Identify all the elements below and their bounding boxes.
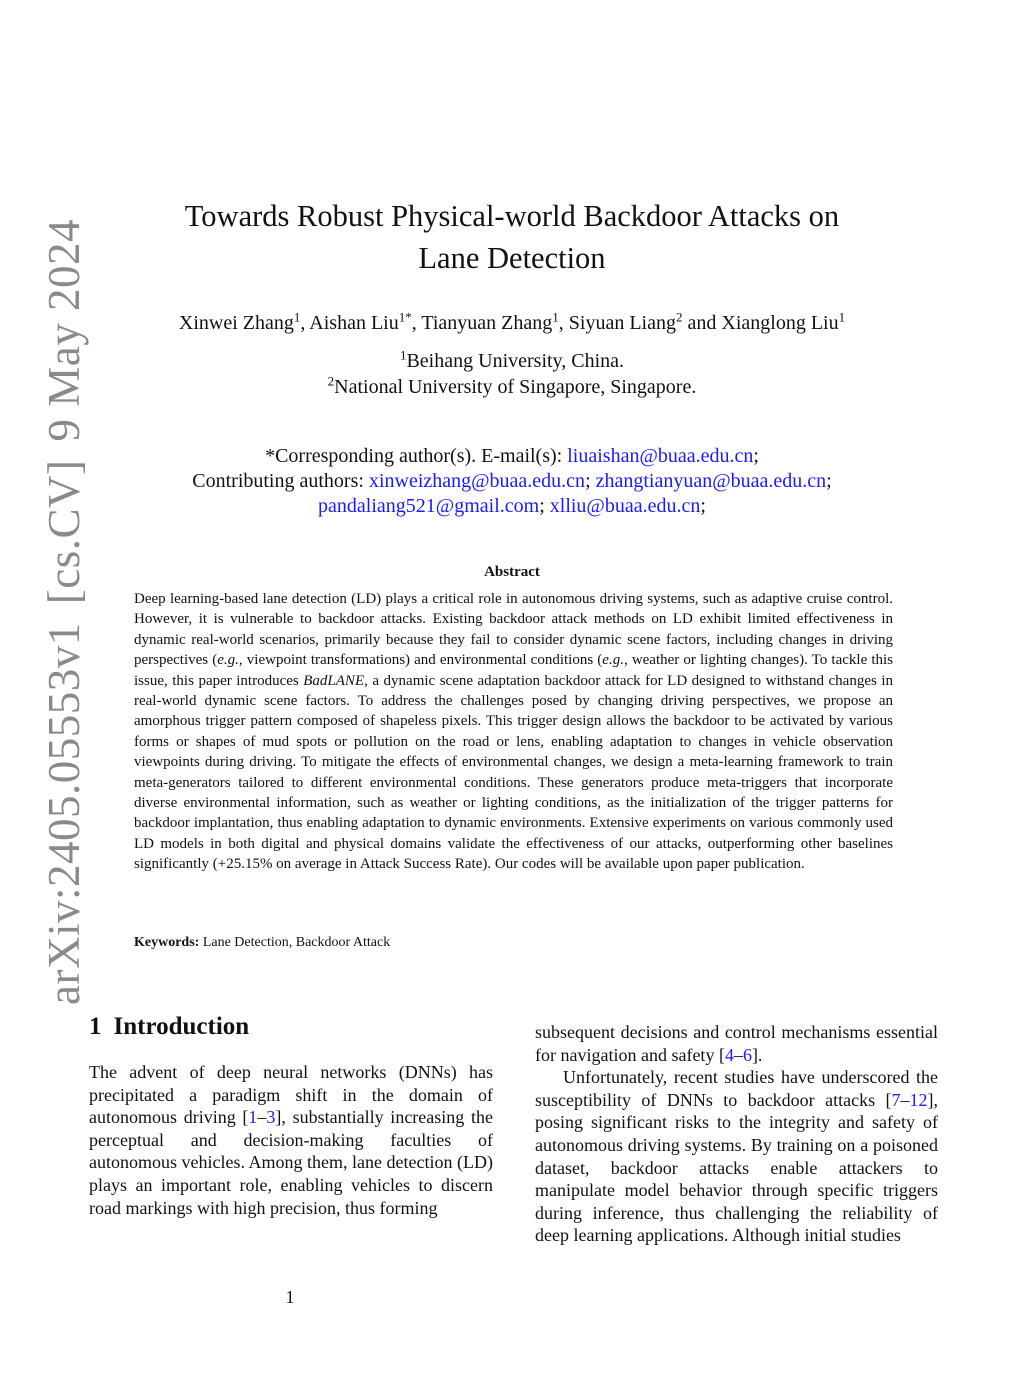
email-link[interactable]: zhangtianyuan@buaa.edu.cn — [595, 470, 827, 492]
affiliation-mark: 1 — [399, 347, 407, 363]
page-number: 1 — [285, 1287, 295, 1307]
body-text: Unfortunately, recent studies have underscored the susceptibility of DNNs to backdoor attacks [ — [535, 1067, 938, 1110]
citation-link[interactable]: 6 — [742, 1044, 752, 1065]
section-title: Introduction — [113, 1013, 250, 1040]
affiliation-line — [100, 348, 924, 374]
email-link-corresponding[interactable]: liuaishan@buaa.edu.cn — [567, 445, 754, 467]
intro-right-column — [535, 1021, 938, 1247]
author-list — [60, 309, 964, 337]
corresponding-label: *Corresponding author(s). E-mail(s): — [265, 445, 568, 467]
affiliation-text: Beihang University, China. — [406, 350, 625, 372]
abstract-text: , a dynamic scene adaptation backdoor attack for LD designed to withstand changes in real-world dynamic scene factors. To address the challenges posed by changing driving perspectives, we propose an amorphous trigger pattern composed of shapeless pixels. This trigger design allows the backdoor to be activated by various forms or shapes of mud spots or pollution on the road or lens, enabling adaptation to changes in vehicle observation viewpoints during driving. To mitigate the effects of environmental changes, we design a meta-learning framework to train meta-generators tailored to different environmental conditions. These generators produce meta-triggers that incorporate diverse environmental information, such as weather or lighting conditions, as the initialization of the trigger patterns for backdoor implantation, thus enabling adaptation to dynamic environments. Extensive experiments on various commonly used LD models in both digital and physical domains validate the effectiveness of our attacks, outperforming other baselines significantly (+25.15% on average in Attack Success Rate). Our codes will be available upon paper publication. — [134, 672, 893, 873]
author-name: Xinwei Zhang — [178, 312, 294, 334]
title-line-1: Towards Robust Physical-world Backdoor Attacks on — [184, 199, 840, 233]
contributing-label: Contributing authors: — [192, 470, 369, 492]
email-separator: ; — [753, 445, 759, 467]
email-separator: ; — [700, 495, 706, 517]
citation-link[interactable]: 1 — [248, 1107, 258, 1128]
arxiv-category: [cs.CV] — [39, 459, 89, 605]
body-text: ], posing significant risks to the integrity and safety of autonomous driving systems. By training on a poisoned dataset, backdoor attacks enable attackers to manipulate model behavior through specific triggers during inference, thus challenging the reliability of deep learning applications. Although initial studies — [535, 1089, 938, 1246]
author-name: Aishan Liu — [309, 312, 399, 334]
method-name: BadLANE — [303, 672, 365, 689]
email-separator: ; — [539, 495, 545, 517]
email-link[interactable]: xinweizhang@buaa.edu.cn — [368, 470, 586, 492]
abstract-text: Deep learning-based lane detection (LD) plays a critical role in autonomous driving systems, such as adaptive cruise control. However, it is vulnerable to backdoor attacks. Existing backdoor attack methods on LD exhibit limited effectiveness in dynamic real-world scenarios, primarily because they fail to consider dynamic scene factors, including changes in driving perspectives ( — [134, 591, 893, 669]
author-affil-mark: 1* — [398, 309, 412, 325]
abstract-text: , weather or lighting changes). To tackle this issue, this paper introduces — [134, 652, 894, 689]
citation-link[interactable]: 4 — [724, 1044, 734, 1065]
section-heading — [89, 1013, 249, 1041]
author-name: Siyuan Liang — [568, 312, 676, 334]
citation-link[interactable]: 3 — [266, 1107, 276, 1128]
keywords-text: Lane Detection, Backdoor Attack — [199, 935, 391, 950]
contributing-line — [100, 469, 924, 494]
abstract-heading: Abstract — [484, 564, 540, 580]
author-separator: and — [682, 312, 722, 334]
body-text: ], substantially increasing the perceptual and decision-making faculties of autonomous vehicles. Among them, lane detection (LD) plays an important role, enabling vehicles to discern road markings with high precision, thus forming — [89, 1107, 493, 1218]
abstract-text: , viewpoint transformations) and environmental conditions ( — [238, 652, 603, 669]
arxiv-id[interactable]: arXiv:2405.05553v1 — [39, 622, 89, 1005]
author-name: Xianglong Liu — [721, 312, 839, 334]
corresponding-line — [100, 444, 924, 469]
abstract-eg: e.g. — [217, 652, 239, 669]
author-separator: , — [300, 312, 310, 334]
citation-dash: – — [733, 1044, 743, 1065]
author-affil-mark: 2 — [676, 309, 683, 325]
body-text: ]. — [751, 1044, 763, 1065]
abstract-eg: e.g. — [602, 652, 624, 669]
intro-left-paragraph — [89, 1061, 493, 1219]
author-separator: , — [558, 312, 569, 334]
keywords — [134, 935, 390, 951]
email-separator: ; — [826, 470, 832, 492]
intro-right-paragraph-1 — [535, 1021, 938, 1066]
citation-dash: – — [900, 1089, 910, 1110]
email-link[interactable]: pandaliang521@gmail.com — [318, 495, 540, 517]
citation-dash: – — [257, 1107, 267, 1128]
arxiv-date: 9 May 2024 — [39, 219, 89, 442]
affiliation-line — [100, 374, 924, 400]
affiliation-mark: 2 — [327, 373, 335, 389]
body-text: The advent of deep neural networks (DNNs) has precipitated a paradigm shift in the domain of autonomous driving [ — [89, 1062, 493, 1128]
contact-info — [100, 444, 924, 519]
affiliation-text: National University of Singapore, Singapore. — [334, 376, 697, 398]
email-link[interactable]: xlliu@buaa.edu.cn — [549, 495, 701, 517]
abstract-body — [134, 589, 893, 875]
citation-link[interactable]: 7 — [891, 1089, 901, 1110]
citation-link[interactable]: 12 — [909, 1089, 928, 1110]
intro-right-paragraph-2 — [535, 1066, 938, 1247]
author-separator: , — [411, 312, 422, 334]
keywords-label: Keywords: — [134, 935, 200, 950]
email-separator: ; — [585, 470, 591, 492]
author-affil-mark: 1 — [552, 309, 559, 325]
section-number: 1 — [89, 1013, 102, 1040]
author-affil-mark: 1 — [838, 309, 846, 325]
contributing-line-2 — [100, 494, 924, 519]
title-line-2: Lane Detection — [418, 241, 606, 275]
affiliations — [100, 348, 924, 400]
body-text: subsequent decisions and control mechanisms essential for navigation and safety [ — [535, 1022, 938, 1065]
paper-title — [100, 195, 924, 279]
author-affil-mark: 1 — [293, 309, 301, 325]
author-name: Tianyuan Zhang — [421, 312, 553, 334]
